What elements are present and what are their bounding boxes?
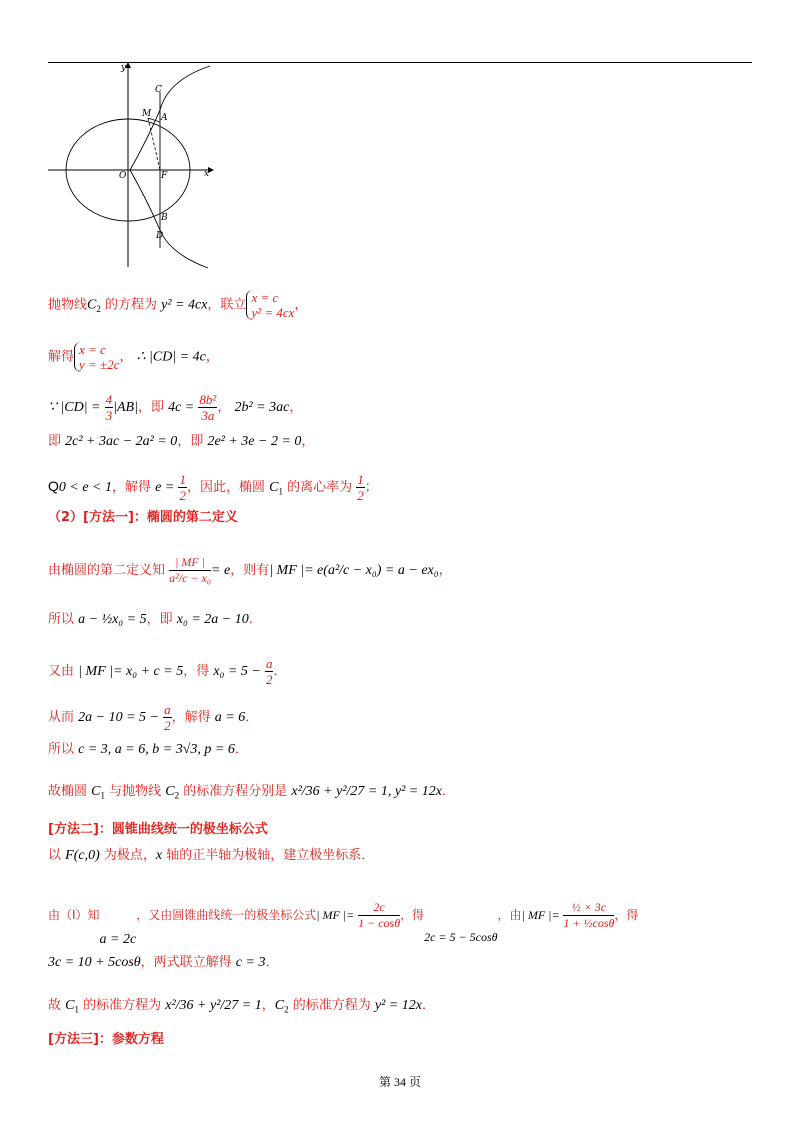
fraction: $\frac{2c}{1 - \cos\theta}$ xyxy=(358,900,401,930)
math: C xyxy=(65,998,75,1013)
math: C xyxy=(269,480,279,495)
label-b: B xyxy=(161,213,168,223)
text: 所以 xyxy=(48,742,79,757)
math: 2e² + 3e − 2 = 0 xyxy=(207,434,302,449)
text: ，由 xyxy=(497,908,522,922)
sub: 1 xyxy=(100,790,105,801)
text: ． xyxy=(248,612,262,627)
text: 的离心率为 xyxy=(282,480,357,495)
line-so-x0 xyxy=(48,612,262,628)
fraction: $\frac{4}{3}$ xyxy=(105,392,113,423)
fraction: $\frac{a}{2}$ xyxy=(164,702,171,733)
text: 从而 xyxy=(48,710,79,725)
line-eccentricity xyxy=(48,472,378,503)
text: ， xyxy=(217,400,231,415)
math: | MF |= x₀ + c = 5 xyxy=(78,664,184,679)
line-polar-setup xyxy=(48,848,374,864)
page-number: 第 34 页 xyxy=(378,1075,421,1089)
line-second-definition xyxy=(48,555,452,586)
math: = e xyxy=(211,563,231,578)
math: | MF |= xyxy=(521,908,560,922)
math: x₀ = 2a − 10 xyxy=(176,612,249,627)
label-o: O xyxy=(119,171,127,181)
label-c: C xyxy=(155,85,162,95)
text: ． xyxy=(234,742,248,757)
fraction: $\frac{\text{8b²}}{3a}$ xyxy=(199,392,217,423)
math: ∴ |CD| = 4c xyxy=(136,349,206,365)
math: |AB| xyxy=(113,400,138,415)
math: a = 6 xyxy=(214,710,246,725)
math: a = 2c xyxy=(99,932,137,947)
text: 轴的正半轴为极轴，建立极坐标系． xyxy=(162,848,375,863)
text: ，即 xyxy=(177,434,208,449)
line-solve-a xyxy=(48,702,258,733)
fraction: $\frac{| MF |}{\text{a²/c − x₀}}$ xyxy=(169,555,212,585)
math: y² = 12x xyxy=(374,998,422,1013)
text: ，即 xyxy=(137,400,169,415)
text: ， xyxy=(289,400,303,415)
text: ． xyxy=(245,710,259,725)
math: x xyxy=(155,848,163,863)
text: 的标准方程为 xyxy=(288,998,375,1013)
fraction: $\frac{1}{2}$ xyxy=(179,472,186,503)
math: y² = 4cx xyxy=(161,297,208,313)
text: 与抛物线 xyxy=(104,784,166,799)
line-solve-c xyxy=(48,955,278,971)
text: ，两式联立解得 xyxy=(140,955,236,970)
text: 又由 xyxy=(48,664,79,679)
label-y: y xyxy=(121,63,127,73)
math: x²/36 + y²/27 = 1 xyxy=(165,998,262,1013)
heading-method-one xyxy=(48,510,238,526)
text: [方法二]：圆锥曲线统一的极坐标公式 xyxy=(48,822,268,837)
line-parabola-eq xyxy=(48,290,307,320)
text: ，则有 xyxy=(230,563,270,578)
math: ∵ |CD| = xyxy=(48,400,101,415)
label-m: M xyxy=(142,109,152,119)
text: ， xyxy=(261,998,275,1013)
text: 所以 xyxy=(48,612,79,627)
text: 以 xyxy=(48,848,66,863)
math: 2a − 10 = 5 − xyxy=(78,710,159,725)
math: 3c = 10 + 5cosθ xyxy=(48,955,141,970)
text: ， xyxy=(205,349,219,365)
math: | MF |= e(a²/c − x₀) = a − ex₀ xyxy=(269,563,439,578)
sub: 1 xyxy=(74,1004,79,1015)
parabola-c2 xyxy=(130,66,210,268)
line-standard-equations xyxy=(48,784,455,804)
text: ，即 xyxy=(146,612,177,627)
math: c = 3, a = 6, b = 3√3, p = 6 xyxy=(78,742,235,757)
text: ，因此，椭圆 xyxy=(186,480,270,495)
heading-method-three xyxy=(48,1032,164,1048)
text: ，联立 xyxy=(207,297,247,313)
line-cd-ab xyxy=(48,392,302,423)
text: ，解得 xyxy=(112,480,156,495)
text: [方法三]：参数方程 xyxy=(48,1032,164,1047)
math: c = 3 xyxy=(235,955,266,970)
text: ， xyxy=(301,434,315,449)
text: 故 xyxy=(48,998,66,1013)
math: C xyxy=(274,998,285,1013)
label-f: F xyxy=(161,171,168,181)
line-mf xyxy=(48,656,286,687)
text: ，得 xyxy=(400,908,425,922)
text: ． xyxy=(273,664,287,679)
label-a: A xyxy=(161,113,168,123)
math: e = xyxy=(155,480,175,495)
text: ． xyxy=(421,998,435,1013)
fraction: $\frac{a}{2}$ xyxy=(265,656,273,687)
math: 2c² + 3ac − 2a² = 0 xyxy=(65,434,178,449)
math: a − ½x₀ = 5 xyxy=(78,612,147,627)
math: 0 < e < 1 xyxy=(58,480,112,495)
label-x: x xyxy=(204,169,210,179)
math: F(c,0) xyxy=(65,848,100,863)
line-values xyxy=(48,742,248,758)
label-d: D xyxy=(156,231,164,241)
text: 的标准方程分别是 xyxy=(179,784,292,799)
text: 由（Ⅰ）知 xyxy=(48,908,100,922)
math: Q xyxy=(48,478,59,494)
line-solve xyxy=(48,342,219,372)
heading-method-two xyxy=(48,822,268,838)
text: ， xyxy=(438,563,452,578)
math: x₀ = 5 − xyxy=(213,664,261,679)
text: ． xyxy=(441,784,455,799)
text: （2）[方法一]：椭圆的第二定义 xyxy=(48,510,238,525)
text: 的方程为 xyxy=(100,297,162,313)
text: ； xyxy=(364,480,378,495)
text: ． xyxy=(265,955,279,970)
math: 2b² = 3ac xyxy=(234,400,290,415)
text: ，解得 xyxy=(171,710,215,725)
line-final-equations xyxy=(48,998,435,1018)
text: ，得 xyxy=(614,908,639,922)
math: C xyxy=(91,784,101,799)
sub: 2 xyxy=(96,304,101,315)
text: ， xyxy=(294,297,308,313)
text: ，得 xyxy=(183,664,214,679)
math: 2c = 5 − 5cosθ xyxy=(424,930,498,944)
math: x²/36 + y²/27 = 1, y² = 12x xyxy=(291,784,442,799)
fraction: $\frac{1}{2}$ xyxy=(357,472,364,503)
text: 抛物线 xyxy=(48,297,88,313)
text: 由椭圆的第二定义知 xyxy=(48,563,166,578)
text: 即 xyxy=(48,434,66,449)
math: | MF |= xyxy=(316,908,355,922)
text: 故椭圆 xyxy=(48,784,92,799)
line-polar-formula xyxy=(48,900,639,947)
text: 为极点， xyxy=(99,848,156,863)
math: 4c = xyxy=(168,400,195,415)
math: C xyxy=(87,297,97,313)
fraction: $\frac{\text{½ × 3c}}{\text{1 + ½cosθ}}$ xyxy=(563,900,615,930)
text: ， xyxy=(119,349,133,365)
system-brace: x = c y² = 4cx xyxy=(246,290,294,320)
sub: 1 xyxy=(278,486,283,497)
sub: 2 xyxy=(284,1004,289,1015)
system-brace: x = c y = ±2c xyxy=(74,342,119,372)
text: ，又由圆锥曲线统一的极坐标公式 xyxy=(136,908,317,922)
sub: 2 xyxy=(174,790,180,801)
math: C xyxy=(165,784,175,799)
line-equation-e xyxy=(48,434,314,450)
ellipse-parabola-figure xyxy=(48,62,218,272)
text: 解得 xyxy=(48,349,75,365)
text: 的标准方程为 xyxy=(78,998,166,1013)
